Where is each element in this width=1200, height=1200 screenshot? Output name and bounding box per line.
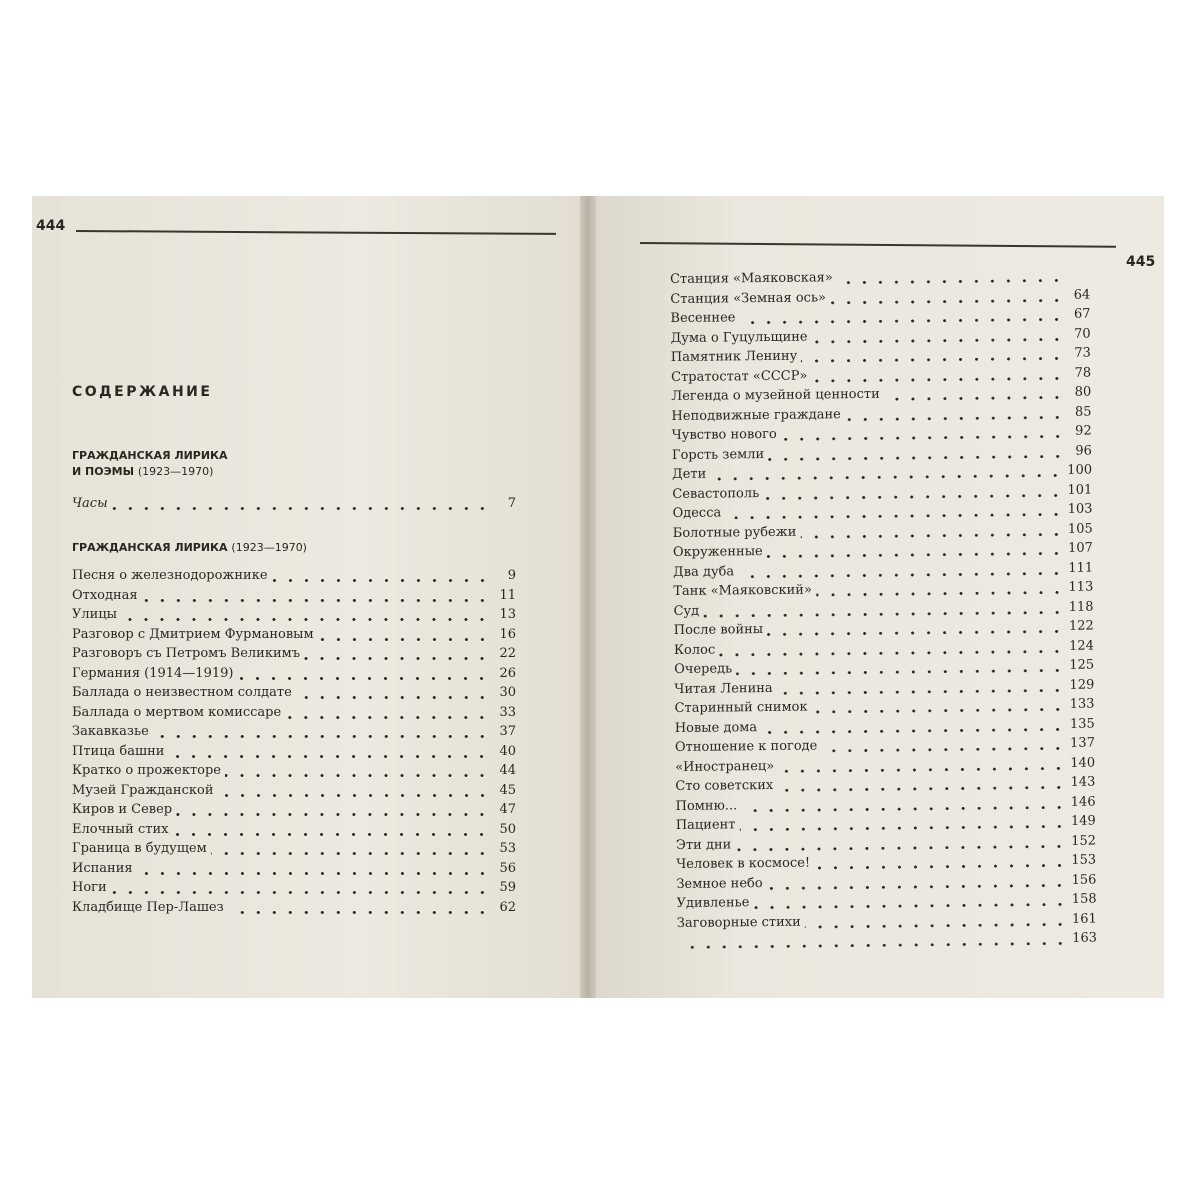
toc-entry-title: Заговорные стихи	[676, 914, 801, 931]
toc-entry-title: Весеннее	[670, 310, 736, 326]
toc-entry-page: 122	[1068, 618, 1094, 634]
toc-entry-title: Чувство нового	[671, 426, 777, 443]
section-heading	[72, 540, 307, 556]
leader-dots	[800, 533, 1064, 539]
toc-entry-page: 146	[1070, 794, 1096, 810]
left-page	[32, 196, 580, 998]
part-heading	[72, 448, 228, 480]
toc-entry-title: Эти дни	[675, 836, 732, 853]
leader-dots	[168, 755, 490, 758]
toc-entry-page: 70	[1074, 326, 1091, 342]
toc-entry-page: 30	[499, 685, 516, 700]
toc-entry-title: После войны	[673, 622, 764, 638]
toc-list-right	[670, 268, 1097, 955]
leader-dots	[816, 591, 1065, 597]
toc-entry-page: 101	[1067, 482, 1093, 498]
toc-first-entry-list	[72, 496, 516, 516]
leader-dots	[681, 942, 1068, 949]
toc-entry-page: 33	[499, 704, 516, 720]
leader-dots	[781, 435, 1066, 441]
toc-entry-page: 9	[507, 568, 516, 583]
toc-entry-title: Новые дома	[674, 719, 758, 736]
toc-entry-title: Два дуба	[673, 563, 735, 580]
toc-entry-page: 37	[499, 724, 516, 739]
book-gutter	[580, 196, 596, 998]
toc-entry[interactable]	[72, 822, 516, 842]
toc-entry-title: Суд	[673, 603, 700, 619]
toc-entry-page: 53	[499, 841, 516, 856]
toc-entry-title: Колос	[673, 642, 716, 658]
toc-entry[interactable]	[72, 666, 516, 686]
toc-entry-title: Кратко о прожекторе	[72, 763, 221, 778]
toc-entry-title: Елочный стих	[72, 821, 169, 837]
leader-dots	[768, 455, 1066, 461]
leader-dots	[805, 923, 1068, 929]
header-rule-right	[640, 242, 1116, 248]
toc-entry-title: Танк «Маяковский»	[673, 582, 812, 599]
toc-entry-page: 161	[1071, 911, 1097, 927]
leader-dots	[142, 599, 490, 602]
leader-dots	[710, 474, 1063, 481]
toc-entry[interactable]	[72, 880, 516, 900]
toc-entry-page: 143	[1070, 774, 1096, 790]
toc-entry-page: 163	[1072, 930, 1098, 946]
toc-entry[interactable]	[72, 568, 516, 588]
toc-entry-title: Неподвижные граждане	[671, 406, 841, 424]
toc-entry-page: 47	[499, 802, 516, 817]
toc-entry[interactable]	[72, 841, 516, 861]
toc-entry-title: Сто советских	[675, 777, 774, 794]
part-heading-line1: ГРАЖДАНСКАЯ ЛИРИКА	[72, 449, 228, 462]
toc-entry-page: 153	[1071, 852, 1097, 868]
toc-entry[interactable]	[72, 646, 516, 666]
toc-entry-page: 149	[1070, 813, 1096, 829]
toc-entry-page: 44	[499, 763, 516, 778]
leader-dots	[111, 891, 490, 894]
toc-entry-page: 13	[499, 607, 516, 622]
leader-dots	[777, 786, 1066, 792]
toc-entry[interactable]	[72, 763, 516, 783]
toc-entry-title: «Иностранец»	[675, 758, 775, 775]
toc-entry[interactable]	[72, 607, 516, 627]
toc-entry-page: 105	[1067, 521, 1093, 537]
toc-entry-title: Одесса	[672, 505, 722, 521]
toc-entry-title: Киров и Север	[72, 802, 173, 817]
toc-entry-title: Баллада о неизвестном солдате	[72, 685, 292, 700]
toc-entry-page: 113	[1068, 579, 1094, 595]
toc-entry-page: 85	[1074, 404, 1092, 420]
toc-entry-title: Испания	[72, 860, 133, 876]
toc-entry-title: Болотные рубежи	[672, 524, 797, 541]
part-heading-line2: И ПОЭМЫ	[72, 465, 135, 478]
leader-dots	[121, 618, 490, 621]
leader-dots	[725, 513, 1064, 520]
leader-dots	[218, 794, 491, 797]
toc-entry-title: Очередь	[674, 661, 733, 677]
toc-entry[interactable]	[72, 705, 516, 725]
toc-entry-page: 107	[1068, 540, 1093, 556]
leader-dots	[112, 507, 490, 510]
toc-entry-title: Станция «Земная ось»	[670, 289, 827, 307]
leader-dots	[845, 416, 1066, 421]
toc-entry-title: Закавказье	[72, 724, 149, 739]
toc-entry-title: Птица башни	[72, 743, 165, 759]
leader-dots	[738, 572, 1064, 578]
leader-dots	[821, 747, 1066, 753]
leader-dots	[811, 377, 1065, 383]
toc-entry-page: 100	[1067, 462, 1093, 478]
toc-entry-page: 40	[499, 743, 516, 759]
toc-entry[interactable]	[72, 861, 516, 881]
toc-entry[interactable]	[72, 900, 516, 920]
toc-entry-page: 129	[1069, 677, 1095, 693]
toc-entry-title: Часы	[72, 496, 108, 511]
leader-dots	[137, 872, 490, 875]
toc-list-left	[72, 568, 516, 919]
toc-entry-title: Человек в космосе!	[676, 855, 811, 872]
leader-dots	[777, 689, 1066, 695]
header-rule-left	[76, 230, 556, 235]
leader-dots	[741, 806, 1067, 812]
toc-entry-title: Разговор с Дмитрием Фурмановым	[72, 626, 314, 642]
toc-entry-title: Окруженные	[672, 544, 763, 560]
toc-entry-page: 92	[1075, 423, 1092, 439]
toc-entry[interactable]	[72, 496, 516, 516]
toc-entry-page: 56	[499, 860, 516, 876]
leader-dots	[801, 357, 1065, 363]
toc-entry[interactable]	[72, 744, 516, 764]
page-number-left: 444	[36, 218, 66, 234]
leader-dots	[740, 825, 1068, 831]
toc-entry-title: Дети	[672, 466, 707, 482]
leader-dots	[285, 716, 490, 719]
leader-dots	[767, 630, 1065, 636]
leader-dots	[753, 903, 1067, 909]
toc-entry-page: 111	[1068, 560, 1094, 576]
toc-entry-title: Граница в будущем	[72, 841, 207, 856]
toc-entry[interactable]	[677, 931, 1097, 955]
toc-entry-page: 26	[499, 665, 516, 681]
toc-entry-page: 125	[1069, 657, 1095, 673]
toc-entry-title: Станция «Маяковская»	[670, 270, 833, 287]
toc-entry-title: Земное небо	[676, 875, 763, 892]
leader-dots	[703, 611, 1065, 618]
right-page	[596, 196, 1164, 998]
toc-entry-page: 118	[1068, 599, 1094, 615]
toc-entry[interactable]	[72, 783, 516, 803]
leader-dots	[767, 884, 1068, 890]
toc-entry[interactable]	[72, 802, 516, 822]
toc-entry[interactable]	[72, 724, 516, 744]
toc-entry-page: 64	[1073, 287, 1091, 303]
toc-entry-page: 16	[499, 626, 516, 642]
toc-entry-title: Памятник Ленину	[670, 348, 798, 365]
toc-entry-title: Баллада о мертвом комиссаре	[72, 704, 282, 720]
toc-entry-page: 152	[1071, 833, 1097, 849]
leader-dots	[830, 299, 1064, 304]
toc-entry-title: Ноги	[72, 880, 107, 895]
toc-entry-page: 158	[1071, 891, 1097, 907]
leader-dots	[763, 494, 1063, 500]
toc-entry-page: 156	[1071, 872, 1097, 888]
toc-entry-title: Отношение к погоде	[674, 738, 818, 755]
leader-dots	[761, 728, 1066, 734]
toc-entry-title: Помню...	[675, 797, 738, 814]
toc-entry-title: Улицы	[72, 607, 118, 622]
toc-entry[interactable]	[72, 627, 516, 647]
toc-entry-page: 22	[499, 646, 516, 661]
toc-entry-page: 137	[1070, 735, 1096, 751]
leader-dots	[272, 579, 490, 582]
section-heading-years: (1923—1970)	[231, 541, 307, 554]
toc-entry-page: 50	[499, 821, 516, 837]
toc-entry[interactable]	[72, 685, 516, 705]
toc-entry-title: Севастополь	[672, 485, 760, 502]
toc-entry-page: 45	[499, 782, 516, 798]
toc-entry-page: 78	[1074, 365, 1092, 381]
toc-entry-title: Дума о Гуцульщине	[670, 329, 808, 346]
toc-entry-title: Кладбище Пер-Лашез	[72, 899, 224, 915]
section-heading-title: ГРАЖДАНСКАЯ ЛИРИКА	[72, 541, 228, 554]
leader-dots	[228, 911, 490, 914]
leader-dots	[153, 735, 490, 738]
leader-dots	[237, 677, 490, 680]
toc-entry-title: Горсть земли	[671, 446, 765, 463]
leader-dots	[296, 696, 490, 699]
leader-dots	[767, 552, 1064, 558]
leader-dots	[225, 774, 490, 777]
leader-dots	[172, 833, 490, 836]
toc-entry-title: Читая Ленина	[674, 680, 773, 697]
toc-entry-title: Германия (1914—1919)	[72, 665, 234, 681]
toc-entry-page: 67	[1073, 306, 1091, 322]
leader-dots	[318, 638, 490, 641]
leader-dots	[814, 864, 1067, 870]
toc-entry-page: 103	[1067, 501, 1093, 517]
toc-entry-page: 11	[499, 587, 516, 603]
toc-entry-page: 96	[1075, 443, 1092, 459]
leader-dots	[176, 813, 490, 816]
toc-entry-title: Песня о железнодорожнике	[72, 568, 268, 583]
toc-entry-title: Пациент	[675, 817, 736, 833]
toc-entry-title: Отходная	[72, 587, 138, 603]
toc-entry-title: Стратостат «СССР»	[671, 368, 808, 385]
part-heading-years: (1923—1970)	[137, 465, 214, 478]
leader-dots	[884, 396, 1066, 401]
toc-entry-title: Музей Гражданской	[72, 782, 214, 798]
toc-entry-title: Удивленье	[676, 895, 750, 911]
toc-entry-page: 59	[499, 880, 516, 895]
toc-entry[interactable]	[72, 588, 516, 608]
leader-dots	[304, 657, 490, 660]
leader-dots	[812, 338, 1065, 344]
toc-entry-page: 62	[499, 899, 516, 915]
toc-entry-title: Старинный снимок	[674, 699, 808, 716]
leader-dots	[778, 767, 1066, 773]
toc-entry-page: 124	[1069, 638, 1095, 654]
toc-entry-page: 80	[1074, 384, 1092, 400]
leader-dots	[837, 279, 1064, 284]
toc-entry-title: Легенда о музейной ценности	[671, 386, 880, 404]
page-number-right: 445	[1126, 254, 1156, 270]
leader-dots	[736, 669, 1065, 675]
leader-dots	[812, 708, 1066, 714]
toc-entry-page: 133	[1069, 696, 1095, 712]
toc-entry-page: 140	[1070, 755, 1096, 771]
leader-dots	[211, 852, 490, 855]
toc-entry-page: 7	[507, 496, 516, 511]
leader-dots	[735, 845, 1067, 851]
toc-entry-page: 135	[1069, 716, 1095, 732]
toc-entry-title: Разговоръ съ Петромъ Великимъ	[72, 646, 301, 661]
leader-dots	[719, 650, 1065, 657]
leader-dots	[739, 318, 1064, 324]
toc-title: СОДЕРЖАНИЕ	[72, 384, 213, 400]
toc-entry-page: 73	[1074, 345, 1091, 361]
